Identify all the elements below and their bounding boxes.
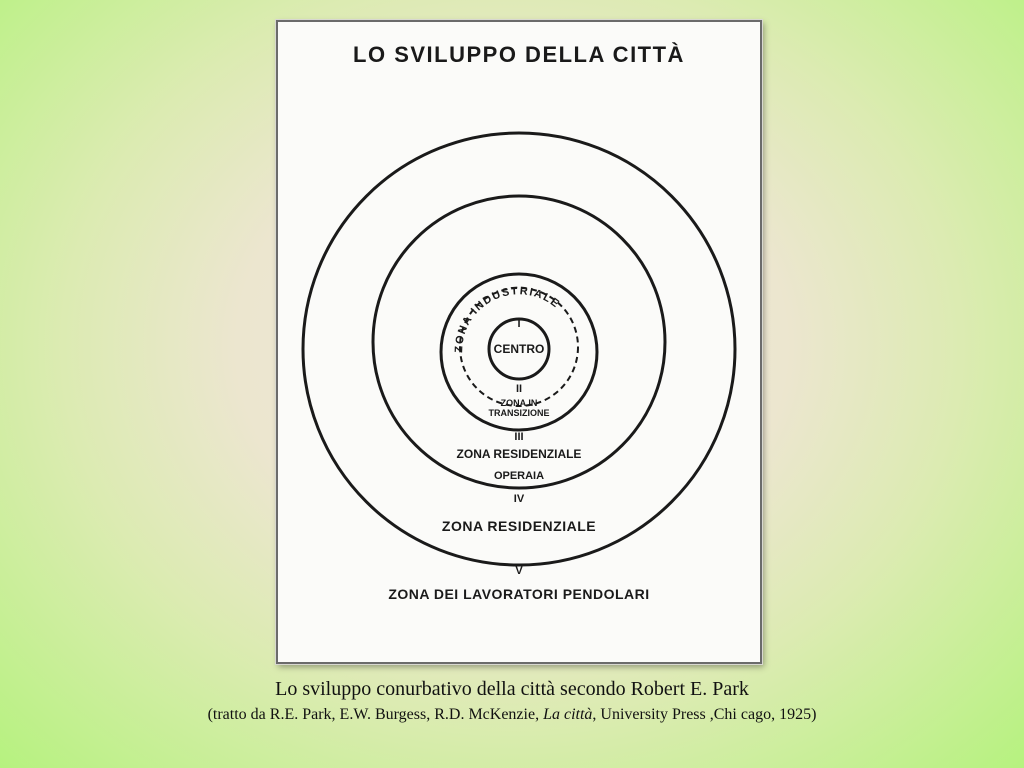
industrial-zone-arc-label: ZONA INDUSTRIALE — [453, 285, 563, 354]
zone-iv-label: ZONA RESIDENZIALE — [441, 518, 597, 534]
zone-iii-numeral: III — [514, 431, 524, 443]
concentric-zones-diagram — [278, 22, 760, 662]
zone-ii-label-line1: ZONA IN — [500, 398, 538, 408]
zone-i-label: CENTRO — [493, 342, 545, 356]
zone-iii-label-line1: ZONA RESIDENZIALE — [456, 447, 582, 461]
zone-iii-label-line2: OPERAIA — [493, 470, 545, 482]
zone-v-numeral: V — [515, 565, 523, 577]
caption-citation-suffix: , University Press ,Chi cago, 1925) — [592, 706, 817, 723]
zone-ii-label-line2: TRANSIZIONE — [488, 408, 550, 418]
diagram-title: LO SVILUPPO DELLA CITTÀ — [353, 42, 685, 67]
caption-citation-prefix: (tratto da R.E. Park, E.W. Burgess, R.D. McKenzie, — [207, 706, 544, 723]
caption-line-1: Lo sviluppo conurbativo della città secondo Robert E. Park — [275, 678, 749, 700]
zone-iv-numeral: IV — [513, 493, 525, 505]
zone-v-label: ZONA DEI LAVORATORI PENDOLARI — [388, 586, 650, 602]
zone-i-numeral: I — [517, 318, 521, 330]
caption-line-2 — [0, 706, 1024, 724]
caption-book-title: La città — [543, 706, 593, 723]
diagram-frame — [276, 20, 762, 664]
zone-ii-numeral: II — [515, 383, 523, 395]
